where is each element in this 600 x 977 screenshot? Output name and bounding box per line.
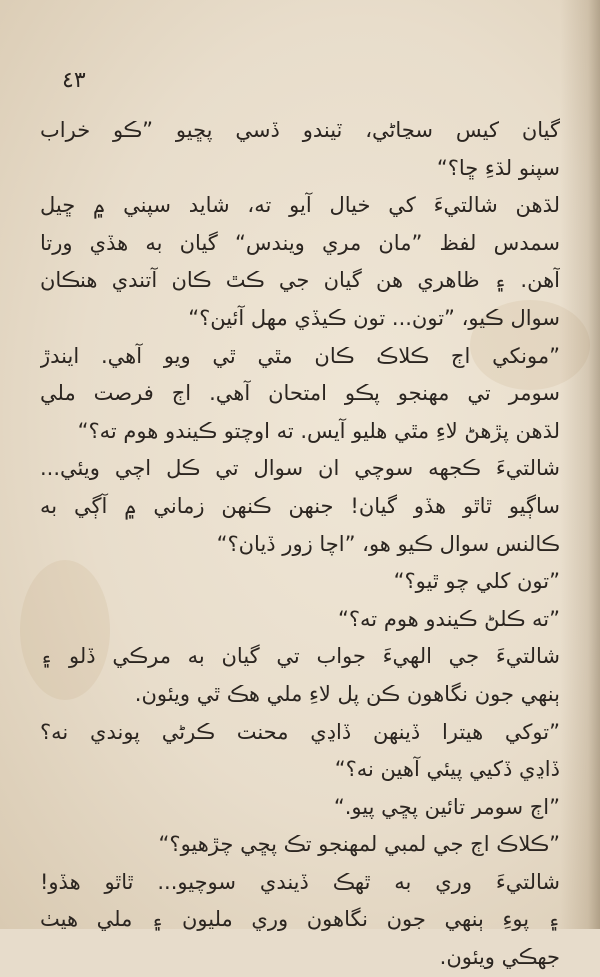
text-line: سپنو لڌءِ ڇا؟“ (436, 155, 560, 180)
text-line: سومر تي مهنجو پڪو امتحان آهي. اڄ فرصت ملي (40, 381, 560, 406)
text-line: شالتيءَ ڪجهه سوچي ان سوال تي ڪل اچي ويئي... (40, 456, 560, 481)
page-edge-shadow (560, 0, 600, 929)
text-line: لڌهن شالتيءَ کي خيال آيو ته، شايد سپني ۾ ڇيل (40, 193, 560, 218)
text-line: آهن. ۽ ظاهري هن گيان جي ڪٿ ڪان آتندي هنڪان (40, 268, 560, 293)
text-line: ”تون کلي چو ٿيو؟“ (393, 569, 560, 594)
text-line: ساڳيو ٿاٿو هڏو گيان! جنهن ڪنهن زماني ۾ آڳي به (40, 493, 560, 518)
text-line: شالتيءَ جي الهيءَ جواب تي گيان به مرڪي ڏلو ۽ (40, 644, 560, 669)
text-line: ”ڪلاڪ اڄ جي لمبي لمهنجو تڪ پڇي چڙهيو؟“ (158, 832, 560, 857)
text-line: ۽ پوءِ ٻنهي جون نگاهون وري مليون ۽ ملي هيٺ (40, 907, 560, 932)
text-line: شالتيءَ وري به ٿهڪ ڏيندي سوچيو... ٿاٿو هڏو! (40, 869, 560, 894)
text-line: جهڪي ويئون. (439, 945, 560, 970)
body-text (40, 112, 560, 977)
text-line: ڪالنس سوال ڪيو هو، ”اچا زور ڏيان؟“ (216, 531, 560, 556)
text-line: ”توکي هيترا ڏينهن ڏاڍي محنت ڪرڻي پوندي نه؟ (40, 719, 560, 744)
text-line: لڌهن پڙهڻ لاءِ مٿي هليو آيس. ته اوچتو ڪيندو هوم ته؟“ (77, 418, 560, 443)
text-line: سوال ڪيو، ”تون... تون ڪيڏي مهل آئين؟“ (188, 305, 560, 330)
text-line: سمدس لفظ ”مان مري ويندس“ گيان به هڏي ورتا (40, 230, 560, 255)
text-line: گيان کيس سڃاڻي، ٽيندو ڏسي پڇيو ”ڪو خراب (40, 118, 560, 142)
text-line: ”اڄ سومر تائين پڇي پيو.“ (333, 794, 560, 819)
text-line: ”مونکي اڄ ڪلاڪ ڪان مٿي ٿي ويو آهي. ايندڙ (40, 343, 560, 368)
text-line: ”ته ڪلڻ ڪيندو هوم ته؟“ (338, 606, 560, 631)
page-number: ٤٣ (62, 68, 86, 93)
text-line: ڏاڍي ڏکيي پيئي آهين نه؟“ (334, 757, 560, 782)
text-line: ٻنهي جون نگاهون ڪن پل لاءِ ملي هڪ ٿي ويئون. (134, 681, 560, 706)
